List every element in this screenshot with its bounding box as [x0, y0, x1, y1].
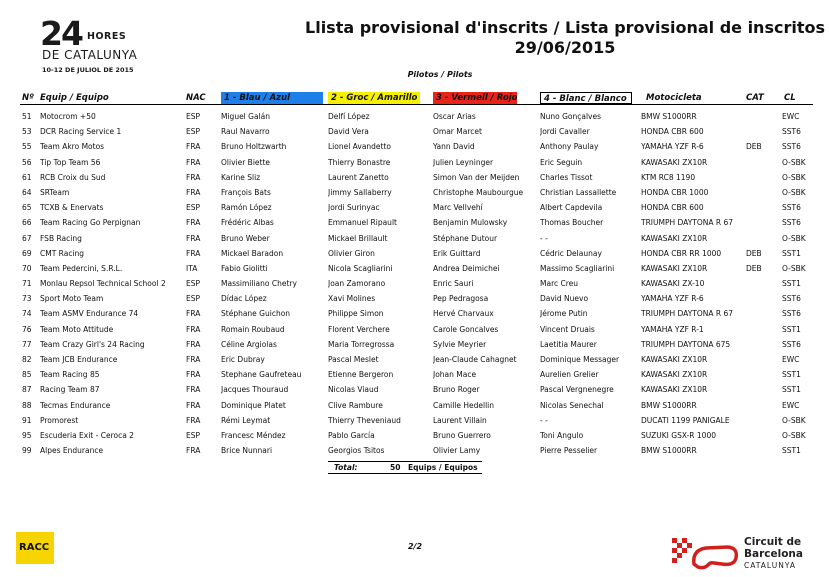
cell-team: CMT Racing	[40, 248, 85, 258]
table-row	[0, 231, 829, 246]
cell-team: Racing Team 87	[40, 385, 100, 395]
cell-p3: Andrea Deimichei	[433, 263, 500, 273]
cell-team: FSB Racing	[40, 233, 82, 243]
cell-p2: Emmanuel Ripault	[328, 218, 397, 228]
cell-cl: SST1	[782, 446, 801, 456]
cell-p3: Carole Goncalves	[433, 324, 499, 334]
cell-cl: EWC	[782, 400, 800, 410]
cell-p3: Oscar Arias	[433, 112, 476, 121]
cell-num: 85	[22, 370, 32, 380]
cell-nac: ESP	[186, 112, 201, 121]
cell-team: Escuderia Exit - Ceroca 2	[40, 430, 134, 440]
cell-p3: Bruno Roger	[433, 385, 480, 395]
cell-p1: Ramón López	[221, 203, 272, 213]
cell-p4: Aurelien Grelier	[540, 370, 599, 380]
cell-nac: FRA	[186, 218, 201, 228]
cell-nac: FRA	[186, 355, 201, 364]
cell-nac: FRA	[186, 142, 201, 152]
cell-p1: Dominique Platet	[221, 400, 286, 410]
cell-cat: DEB	[746, 248, 762, 258]
cell-p2: Georgios Tsitos	[328, 446, 385, 456]
cell-p3: Pep Pedragosa	[433, 294, 489, 304]
cell-moto: KAWASAKI ZX10R	[641, 157, 708, 167]
cell-p4: - -	[540, 415, 548, 425]
table-row	[0, 276, 829, 291]
cell-p3: Camille Hedellin	[433, 400, 495, 410]
logo-number: 24	[40, 14, 82, 53]
cell-p2: Florent Verchere	[328, 324, 390, 334]
cell-p1: Dídac López	[221, 294, 267, 304]
page-number: 2/2	[407, 542, 423, 551]
cell-p4: Anthony Paulay	[540, 142, 599, 152]
cell-p4: Dominique Messager	[540, 355, 620, 364]
cell-p4: Charles Tissot	[540, 172, 593, 182]
cell-p2: Clive Rambure	[328, 400, 383, 410]
cell-team: DCR Racing Service 1	[40, 127, 122, 137]
cell-p2: Maria Torregrossa	[328, 339, 395, 349]
cell-num: 91	[22, 415, 32, 425]
table-row	[0, 443, 829, 458]
cell-num: 51	[22, 112, 32, 121]
cell-p1: Fabio Giolitti	[221, 263, 268, 273]
cell-p3: Christophe Maubourgue	[433, 187, 524, 197]
cell-cl: EWC	[782, 355, 800, 364]
page-date: 29/06/2015	[514, 38, 616, 57]
cell-p4: Albert Capdevila	[540, 203, 603, 213]
cell-cl: SST6	[782, 309, 801, 319]
page-title: Llista provisional d'inscrits / Lista provisional de inscritos	[305, 18, 825, 37]
cell-team: Team Pedercini, S.R.L.	[40, 263, 123, 273]
entry-list	[0, 109, 829, 458]
circuit-logo	[670, 532, 829, 574]
cell-num: 67	[22, 233, 32, 243]
cell-team: Motocrom +50	[40, 112, 96, 121]
circuit-line-3: CATALUNYA	[744, 561, 796, 570]
table-row	[0, 306, 829, 321]
cell-p3: Hervé Charvaux	[433, 309, 494, 319]
cell-cat: DEB	[746, 142, 762, 152]
cell-num: 76	[22, 324, 32, 334]
cell-moto: HONDA CBR 600	[641, 203, 704, 213]
logo-hores: HORES	[87, 31, 127, 42]
cell-p4: Christian Lassallette	[540, 187, 617, 197]
cell-team: Alpes Endurance	[40, 446, 104, 456]
logo-place: DE CATALUNYA	[42, 48, 138, 62]
table-row	[0, 322, 829, 337]
cell-p3: Stéphane Dutour	[433, 233, 498, 243]
racc-logo	[16, 532, 54, 564]
circuit-line-2: Barcelona	[744, 548, 803, 560]
cell-p3: Erik Guittard	[433, 248, 481, 258]
cell-p2: Nicola Scagliarini	[328, 263, 393, 273]
cell-moto: TRIUMPH DAYTONA R 67	[641, 309, 734, 319]
cell-p1: Eric Dubray	[221, 355, 265, 364]
table-row	[0, 398, 829, 413]
table-row	[0, 170, 829, 185]
header-cat: CAT	[746, 93, 764, 103]
cell-p2: Olivier Giron	[328, 248, 375, 258]
cell-p2: David Vera	[328, 127, 369, 137]
cell-p1: Céline Argiolas	[221, 339, 277, 349]
cell-p2: Laurent Zanetto	[328, 172, 389, 182]
cell-team: Tip Top Team 56	[40, 157, 101, 167]
cell-num: 95	[22, 430, 32, 440]
cell-num: 69	[22, 248, 32, 258]
cell-p4: Jérome Putin	[540, 309, 588, 319]
cell-team: Team ASMV Endurance 74	[40, 309, 139, 319]
cell-cl: SST6	[782, 339, 801, 349]
cell-p2: Jordi Surinyac	[328, 203, 380, 213]
cell-p3: Johan Mace	[433, 370, 477, 380]
cell-p1: Stéphane Guichon	[221, 309, 291, 319]
cell-moto: KAWASAKI ZX10R	[641, 355, 708, 364]
header-num: Nº	[22, 93, 34, 103]
cell-nac: FRA	[186, 157, 201, 167]
cell-nac: FRA	[186, 415, 201, 425]
logo-dates: 10-12 DE JULIOL DE 2015	[42, 66, 134, 74]
cell-cl: O-SBK	[782, 415, 806, 425]
event-logo	[40, 14, 148, 76]
header-team: Equip / Equipo	[40, 93, 109, 103]
cell-moto: YAMAHA YZF R-1	[641, 324, 704, 334]
cell-p4: Eric Seguin	[540, 157, 583, 167]
table-row	[0, 109, 829, 124]
cell-moto: YAMAHA YZF R-6	[641, 294, 704, 304]
cell-p2: Mickael Brillault	[328, 233, 388, 243]
table-row	[0, 215, 829, 230]
cell-p2: Nicolas Viaud	[328, 385, 379, 395]
cell-p4: Laetitia Maurer	[540, 339, 597, 349]
cell-moto: HONDA CBR RR 1000	[641, 248, 722, 258]
cell-p4: Thomas Boucher	[540, 218, 604, 228]
cell-team: Sport Moto Team	[40, 294, 104, 304]
cell-p1: Stephane Gaufreteau	[221, 370, 302, 380]
cell-p2: Thierry Bonastre	[328, 157, 391, 167]
cell-cl: O-SBK	[782, 263, 806, 273]
cell-p1: Bruno Weber	[221, 233, 270, 243]
cell-nac: FRA	[186, 385, 201, 395]
cell-p4: Vincent Druais	[540, 324, 595, 334]
cell-moto: SUZUKI GSX-R 1000	[641, 430, 716, 440]
cell-moto: TRIUMPH DAYTONA R 67	[641, 218, 734, 228]
cell-nac: FRA	[186, 248, 201, 258]
cell-p2: Pascal Meslet	[328, 355, 379, 364]
cell-team: Monlau Repsol Technical School 2	[40, 279, 166, 289]
table-row	[0, 337, 829, 352]
cell-p4: Cédric Delaunay	[540, 248, 602, 258]
cell-cl: SST1	[782, 324, 801, 334]
cell-p3: Olivier Lamy	[433, 446, 481, 456]
cell-num: 66	[22, 218, 32, 228]
cell-p2: Xavi Molines	[328, 294, 376, 304]
cell-p1: Romain Roubaud	[221, 324, 285, 334]
cell-num: 77	[22, 339, 32, 349]
cell-p1: François Bats	[221, 187, 271, 197]
cell-p1: Karine Sliz	[221, 172, 261, 182]
cell-num: 56	[22, 157, 32, 167]
cell-moto: HONDA CBR 1000	[641, 187, 709, 197]
cell-p3: Bruno Guerrero	[433, 430, 491, 440]
table-row	[0, 139, 829, 154]
cell-cl: SST6	[782, 142, 801, 152]
cell-num: 73	[22, 294, 32, 304]
header-pilot-2: 2 - Groc / Amarillo	[328, 92, 420, 104]
cell-cl: O-SBK	[782, 187, 806, 197]
cell-p4: Marc Creu	[540, 279, 579, 289]
cell-p1: Mickael Baradon	[221, 248, 284, 258]
table-row	[0, 352, 829, 367]
cell-moto: HONDA CBR 600	[641, 127, 704, 137]
cell-num: 87	[22, 385, 32, 395]
cell-moto: DUCATI 1199 PANIGALE	[641, 415, 730, 425]
cell-moto: KAWASAKI ZX10R	[641, 370, 708, 380]
cell-p4: Nicolas Senechal	[540, 400, 604, 410]
cell-nac: ITA	[186, 263, 198, 273]
cell-team: Team JCB Endurance	[40, 355, 118, 364]
pilots-heading: Pilotos / Pilots	[407, 70, 473, 79]
circuit-track-icon	[670, 536, 740, 572]
cell-moto: KAWASAKI ZX10R	[641, 233, 708, 243]
cell-p3: Jean-Claude Cahagnet	[433, 355, 517, 364]
cell-num: 82	[22, 355, 32, 364]
table-row	[0, 291, 829, 306]
cell-team: Team Racing Go Perpignan	[40, 218, 141, 228]
cell-moto: BMW S1000RR	[641, 112, 697, 121]
cell-nac: FRA	[186, 172, 201, 182]
cell-nac: ESP	[186, 279, 201, 289]
cell-team: Team Akro Motos	[40, 142, 105, 152]
cell-p3: Benjamin Mulowsky	[433, 218, 508, 228]
cell-p2: Jimmy Sallaberry	[328, 187, 392, 197]
cell-cl: SST1	[782, 370, 801, 380]
cell-nac: FRA	[186, 233, 201, 243]
table-row	[0, 200, 829, 215]
cell-p4: - -	[540, 233, 548, 243]
cell-cl: O-SBK	[782, 172, 806, 182]
cell-num: 70	[22, 263, 32, 273]
cell-cl: SST1	[782, 248, 801, 258]
cell-team: Promorest	[40, 415, 79, 425]
cell-cl: SST6	[782, 218, 801, 228]
table-row	[0, 185, 829, 200]
header-moto: Motocicleta	[646, 93, 702, 103]
cell-p1: Frédéric Albas	[221, 218, 274, 228]
table-row	[0, 261, 829, 276]
cell-p4: David Nuevo	[540, 294, 589, 304]
cell-team: RCB Croix du Sud	[40, 172, 106, 182]
cell-p3: Yann David	[433, 142, 475, 152]
cell-team: TCXB & Enervats	[40, 203, 104, 213]
header-nac: NAC	[186, 93, 206, 103]
cell-nac: ESP	[186, 127, 201, 137]
cell-num: 65	[22, 203, 32, 213]
cell-cl: SST1	[782, 279, 801, 289]
cell-nac: FRA	[186, 339, 201, 349]
cell-team: SRTeam	[40, 187, 70, 197]
header-divider	[20, 104, 813, 105]
cell-nac: FRA	[186, 187, 201, 197]
cell-moto: YAMAHA YZF R-6	[641, 142, 704, 152]
cell-p1: Olivier Biette	[221, 157, 271, 167]
cell-team: Team Racing 85	[40, 370, 100, 380]
cell-p4: Massimo Scagliarini	[540, 263, 615, 273]
cell-num: 88	[22, 400, 32, 410]
cell-p4: Nuno Gonçalves	[540, 112, 602, 121]
cell-p2: Pablo García	[328, 430, 375, 440]
circuit-line-1: Circuit de	[744, 536, 802, 548]
cell-nac: FRA	[186, 446, 201, 456]
cell-p3: Simon Van der Meijden	[433, 172, 520, 182]
cell-moto: TRIUMPH DAYTONA 675	[641, 339, 731, 349]
cell-p2: Delfí López	[328, 112, 370, 121]
cell-cl: SST6	[782, 203, 801, 213]
cell-p1: Francesc Méndez	[221, 430, 286, 440]
cell-p3: Laurent Villain	[433, 415, 487, 425]
cell-nac: FRA	[186, 370, 201, 380]
header-pilot-3: 3 - Vermell / Rojo	[433, 92, 517, 104]
total-bar	[328, 461, 482, 474]
cell-p4: Jordi Cavaller	[540, 127, 590, 137]
cell-nac: ESP	[186, 203, 201, 213]
cell-num: 99	[22, 446, 32, 456]
cell-team: Team Moto Attitude	[40, 324, 114, 334]
cell-cl: SST6	[782, 127, 801, 137]
cell-cat: DEB	[746, 263, 762, 273]
total-label: Total:	[334, 463, 358, 472]
cell-p3: Sylvie Meyrier	[433, 339, 487, 349]
table-row	[0, 413, 829, 428]
cell-moto: BMW S1000RR	[641, 446, 697, 456]
cell-team: Tecmas Endurance	[40, 400, 111, 410]
cell-p1: Raul Navarro	[221, 127, 270, 137]
cell-num: 55	[22, 142, 32, 152]
cell-p2: Philippe Simon	[328, 309, 384, 319]
header-pilot-4: 4 - Blanc / Blanco	[540, 92, 632, 104]
cell-p1: Jacques Thouraud	[221, 385, 289, 395]
table-row	[0, 428, 829, 443]
cell-p1: Miguel Galán	[221, 112, 270, 121]
cell-nac: ESP	[186, 294, 201, 304]
table-row	[0, 124, 829, 139]
cell-p1: Rémi Leymat	[221, 415, 271, 425]
cell-cl: SST1	[782, 385, 801, 395]
cell-p3: Enric Sauri	[433, 279, 474, 289]
header-pilot-1: 1 - Blau / Azul	[221, 92, 323, 104]
total-value: 50	[390, 463, 401, 472]
cell-num: 71	[22, 279, 32, 289]
cell-p2: Thierry Theveniaud	[328, 415, 401, 425]
cell-moto: KAWASAKI ZX10R	[641, 385, 708, 395]
table-row	[0, 382, 829, 397]
cell-cl: EWC	[782, 112, 800, 121]
cell-p1: Brice Nunnari	[221, 446, 273, 456]
table-row	[0, 367, 829, 382]
cell-p4: Pascal Vergnenegre	[540, 385, 614, 395]
cell-cl: O-SBK	[782, 157, 806, 167]
cell-p2: Lionel Avandetto	[328, 142, 392, 152]
cell-num: 64	[22, 187, 32, 197]
racc-logo-text: RACC	[19, 542, 50, 553]
cell-cl: O-SBK	[782, 430, 806, 440]
table-row	[0, 246, 829, 261]
cell-team: Team Crazy Girl's 24 Racing	[40, 339, 145, 349]
cell-p2: Etienne Bergeron	[328, 370, 394, 380]
cell-nac: FRA	[186, 324, 201, 334]
cell-moto: KAWASAKI ZX10R	[641, 263, 708, 273]
cell-p4: Toni Angulo	[540, 430, 584, 440]
table-row	[0, 155, 829, 170]
cell-p4: Pierre Pesselier	[540, 446, 598, 456]
cell-num: 61	[22, 172, 32, 182]
cell-cl: O-SBK	[782, 233, 806, 243]
total-suffix: Equips / Equipos	[408, 463, 478, 472]
cell-p1: Massimiliano Chetry	[221, 279, 297, 289]
cell-num: 53	[22, 127, 32, 137]
cell-moto: KAWASAKI ZX-10	[641, 279, 705, 289]
cell-nac: FRA	[186, 309, 201, 319]
cell-moto: BMW S1000RR	[641, 400, 697, 410]
cell-p3: Julien Leyninger	[433, 157, 494, 167]
cell-nac: FRA	[186, 400, 201, 410]
cell-cl: SST6	[782, 294, 801, 304]
header-cl: CL	[784, 93, 796, 103]
cell-p3: Omar Marcet	[433, 127, 482, 137]
cell-moto: KTM RC8 1190	[641, 172, 696, 182]
cell-p1: Bruno Holtzwarth	[221, 142, 287, 152]
cell-p2: Joan Zamorano	[328, 279, 386, 289]
cell-p3: Marc Vellvehí	[433, 203, 483, 213]
cell-num: 74	[22, 309, 32, 319]
cell-nac: ESP	[186, 430, 201, 440]
